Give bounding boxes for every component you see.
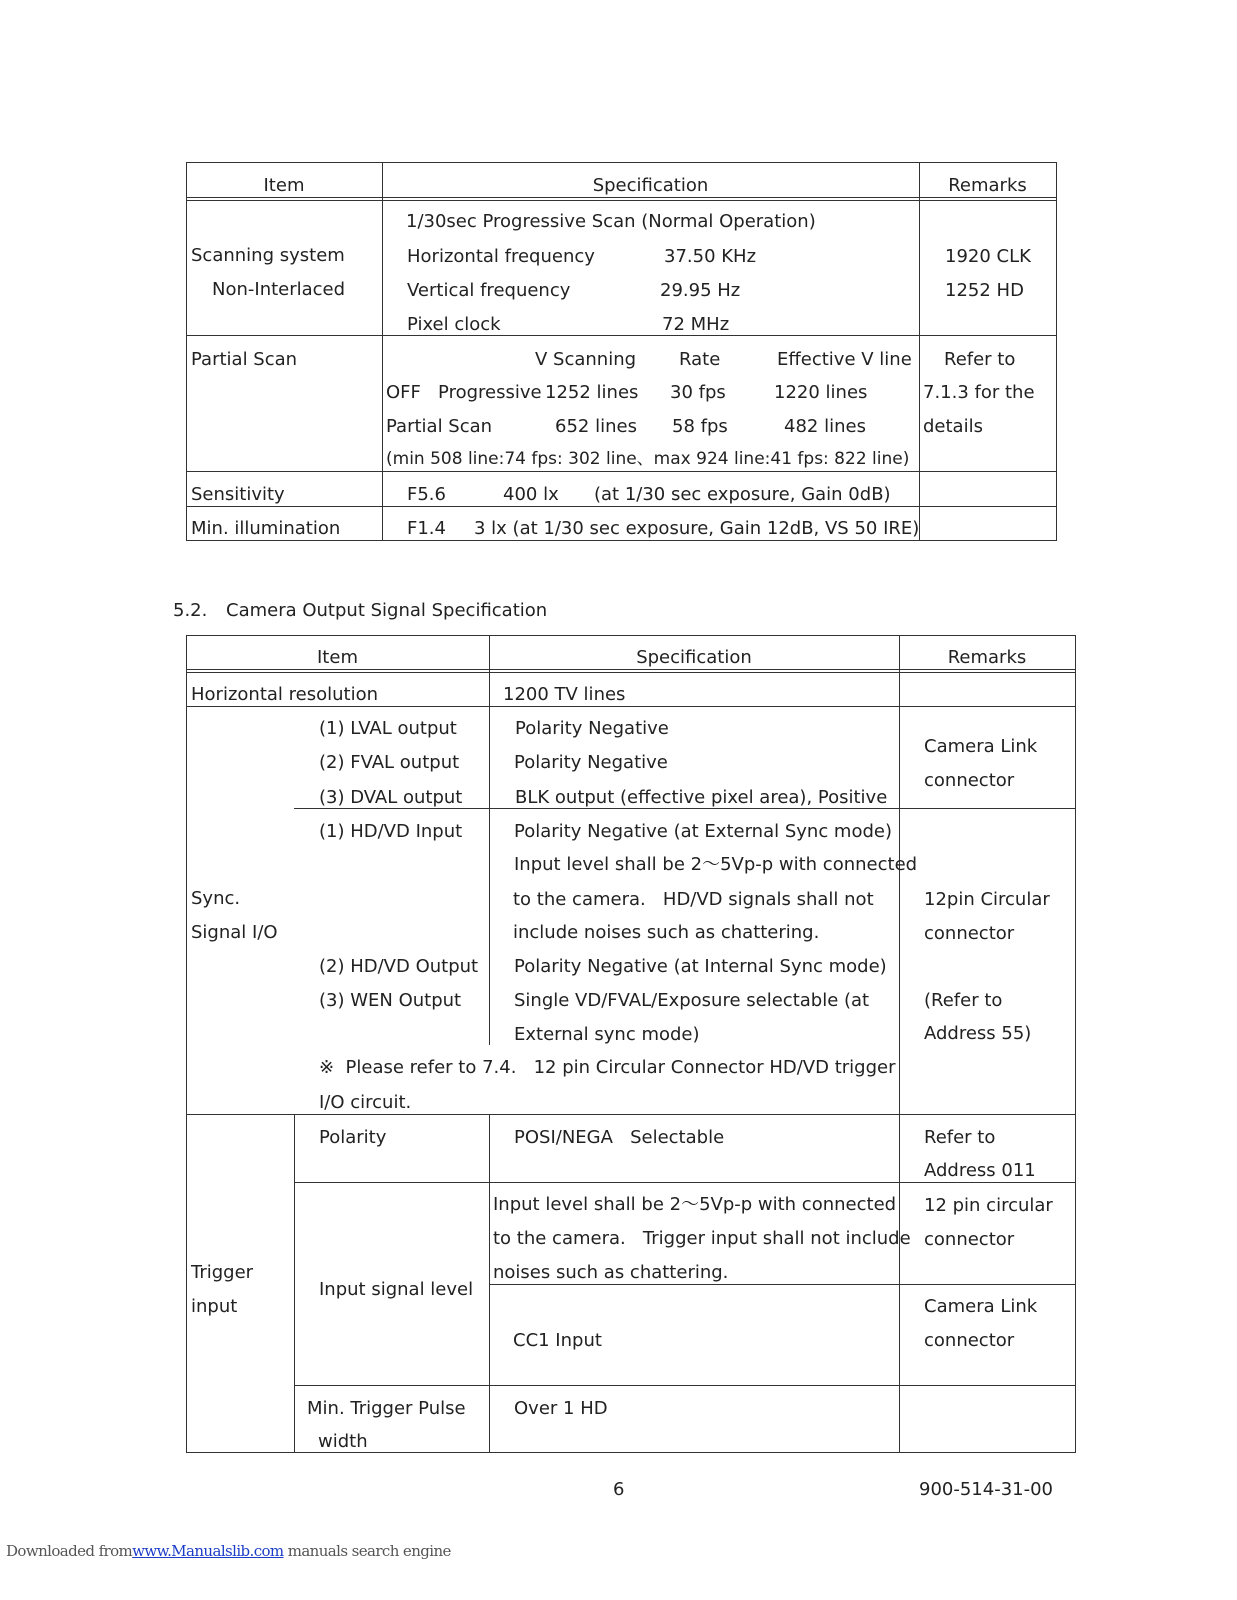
scanning-remark-hd: 1252 HD bbox=[945, 280, 1024, 301]
scanning-remark-clk: 1920 CLK bbox=[945, 246, 1031, 267]
downloaded-from-text: Downloaded from bbox=[6, 1542, 133, 1560]
fval-output-spec: Polarity Negative bbox=[514, 752, 668, 773]
min-illumination-label: Min. illumination bbox=[191, 518, 341, 539]
trigger-polarity-remark-line2: Address 011 bbox=[924, 1160, 1036, 1181]
partial-header-rate: Rate bbox=[679, 349, 721, 370]
horizontal-resolution-value: 1200 TV lines bbox=[503, 684, 626, 705]
page-number: 6 bbox=[613, 1479, 625, 1500]
hdvd-circuit-note-line1: ※ Please refer to 7.4. 12 pin Circular Connector HD/VD trigger bbox=[319, 1057, 896, 1078]
hdvd-input-label: (1) HD/VD Input bbox=[319, 821, 463, 842]
scan-mode-text: 1/30sec Progressive Scan (Normal Operation) bbox=[406, 211, 816, 232]
section-title: Camera Output Signal Specification bbox=[226, 600, 548, 621]
partial-range-note: (min 508 line:74 fps: 302 line、max 924 line:41 fps: 822 line) bbox=[386, 449, 910, 469]
pixel-clock-label: Pixel clock bbox=[407, 314, 501, 335]
sync-group1-remark-line2: connector bbox=[924, 770, 1015, 791]
partial-row-off-effective: 1220 lines bbox=[774, 382, 868, 403]
hdvd-input-spec-line2: Input level shall be 2～5Vp-p with connected bbox=[514, 854, 918, 875]
partial-header-effective: Effective V line bbox=[777, 349, 912, 370]
dval-output-label: (3) DVAL output bbox=[319, 787, 463, 808]
horizontal-resolution-label: Horizontal resolution bbox=[191, 684, 378, 705]
trigger-cc1-spec: CC1 Input bbox=[513, 1330, 602, 1351]
partial-row-off-lines: 1252 lines bbox=[545, 382, 639, 403]
min-trigger-pulse-spec: Over 1 HD bbox=[514, 1398, 608, 1419]
trigger-cc1-remark-line1: Camera Link bbox=[924, 1296, 1038, 1317]
partial-row-off-mode: OFF Progressive bbox=[386, 382, 542, 403]
pixel-clock-value: 72 MHz bbox=[662, 314, 730, 335]
scanning-system-label: Scanning system bbox=[191, 245, 345, 266]
sync-signal-label-line1: Sync. bbox=[191, 888, 241, 909]
horizontal-frequency-value: 37.50 KHz bbox=[664, 246, 757, 267]
lval-output-label: (1) LVAL output bbox=[319, 718, 457, 739]
table1-header-remarks: Remarks bbox=[948, 175, 1027, 196]
search-engine-text: manuals search engine bbox=[283, 1542, 451, 1560]
vertical-frequency-label: Vertical frequency bbox=[407, 280, 571, 301]
sensitivity-fnumber: F5.6 bbox=[407, 484, 446, 505]
table1-header-item: Item bbox=[263, 175, 305, 196]
partial-row-partial-mode: Partial Scan bbox=[386, 416, 493, 437]
min-illumination-fnumber: F1.4 bbox=[407, 518, 446, 539]
wen-output-spec-line1: Single VD/FVAL/Exposure selectable (at bbox=[514, 990, 870, 1011]
trigger-polarity-remark-line1: Refer to bbox=[924, 1127, 996, 1148]
input-signal-level-label: Input signal level bbox=[319, 1279, 474, 1300]
partial-remark-line3: details bbox=[923, 416, 983, 437]
partial-remark-line2: 7.1.3 for the bbox=[923, 382, 1035, 403]
trigger-input-label-line1: Trigger bbox=[191, 1262, 254, 1283]
sync-group2-remark-line2: connector bbox=[924, 923, 1015, 944]
table2-header-item: Item bbox=[317, 647, 358, 668]
sensitivity-condition: (at 1/30 sec exposure, Gain 0dB) bbox=[594, 484, 891, 505]
vertical-frequency-value: 29.95 Hz bbox=[660, 280, 741, 301]
non-interlaced-label: Non-Interlaced bbox=[212, 279, 346, 300]
sensitivity-label: Sensitivity bbox=[191, 484, 285, 505]
sync-group2-remark-line4: Address 55) bbox=[924, 1023, 1032, 1044]
manualslib-link[interactable]: www.Manualslib.com bbox=[132, 1542, 284, 1560]
fval-output-label: (2) FVAL output bbox=[319, 752, 460, 773]
partial-row-partial-effective: 482 lines bbox=[784, 416, 866, 437]
min-trigger-pulse-label-line1: Min. Trigger Pulse bbox=[307, 1398, 466, 1419]
trigger-circular-remark-line2: connector bbox=[924, 1229, 1015, 1250]
table2-header-specification: Specification bbox=[636, 647, 752, 668]
hdvd-output-label: (2) HD/VD Output bbox=[319, 956, 479, 977]
sync-group1-remark-line1: Camera Link bbox=[924, 736, 1038, 757]
partial-row-partial-rate: 58 fps bbox=[672, 416, 728, 437]
lval-output-spec: Polarity Negative bbox=[515, 718, 669, 739]
trigger-circular-spec-line1: Input level shall be 2～5Vp-p with connected bbox=[493, 1194, 897, 1215]
dval-output-spec: BLK output (effective pixel area), Positive bbox=[515, 787, 888, 808]
horizontal-frequency-label: Horizontal frequency bbox=[407, 246, 595, 267]
trigger-polarity-spec: POSI/NEGA Selectable bbox=[514, 1127, 725, 1148]
partial-header-v-scanning: V Scanning bbox=[535, 349, 637, 370]
trigger-polarity-label: Polarity bbox=[319, 1127, 387, 1148]
partial-row-off-rate: 30 fps bbox=[670, 382, 726, 403]
sync-group2-remark-line3: (Refer to bbox=[924, 990, 1003, 1011]
min-trigger-pulse-label-line2: width bbox=[318, 1431, 368, 1452]
min-illumination-condition: 3 lx (at 1/30 sec exposure, Gain 12dB, VS 50 IRE) bbox=[474, 518, 920, 539]
partial-remark-line1: Refer to bbox=[944, 349, 1016, 370]
hdvd-output-spec: Polarity Negative (at Internal Sync mode) bbox=[514, 956, 887, 977]
download-source-footer bbox=[6, 1540, 451, 1562]
hdvd-circuit-note-line2: I/O circuit. bbox=[319, 1092, 412, 1113]
trigger-cc1-remark-line2: connector bbox=[924, 1330, 1015, 1351]
hdvd-input-spec-line1: Polarity Negative (at External Sync mode) bbox=[514, 821, 892, 842]
wen-output-label: (3) WEN Output bbox=[319, 990, 462, 1011]
trigger-circular-spec-line2: to the camera. Trigger input shall not include bbox=[493, 1228, 911, 1249]
hdvd-input-spec-line4: include noises such as chattering. bbox=[513, 922, 820, 943]
wen-output-spec-line2: External sync mode) bbox=[514, 1024, 700, 1045]
partial-row-partial-lines: 652 lines bbox=[555, 416, 637, 437]
hdvd-input-spec-line3: to the camera. HD/VD signals shall not bbox=[513, 889, 874, 910]
section-number: 5.2. bbox=[173, 600, 208, 621]
sensitivity-lux: 400 lx bbox=[503, 484, 559, 505]
sync-group2-remark-line1: 12pin Circular bbox=[924, 889, 1050, 910]
trigger-circular-remark-line1: 12 pin circular bbox=[924, 1195, 1053, 1216]
trigger-circular-spec-line3: noises such as chattering. bbox=[493, 1262, 729, 1283]
document-number: 900-514-31-00 bbox=[919, 1479, 1054, 1500]
partial-scan-label: Partial Scan bbox=[191, 349, 298, 370]
table2-header-remarks: Remarks bbox=[947, 647, 1027, 668]
table1-header-specification: Specification bbox=[592, 175, 709, 196]
trigger-input-label-line2: input bbox=[191, 1296, 238, 1317]
sync-signal-label-line2: Signal I/O bbox=[191, 922, 278, 943]
